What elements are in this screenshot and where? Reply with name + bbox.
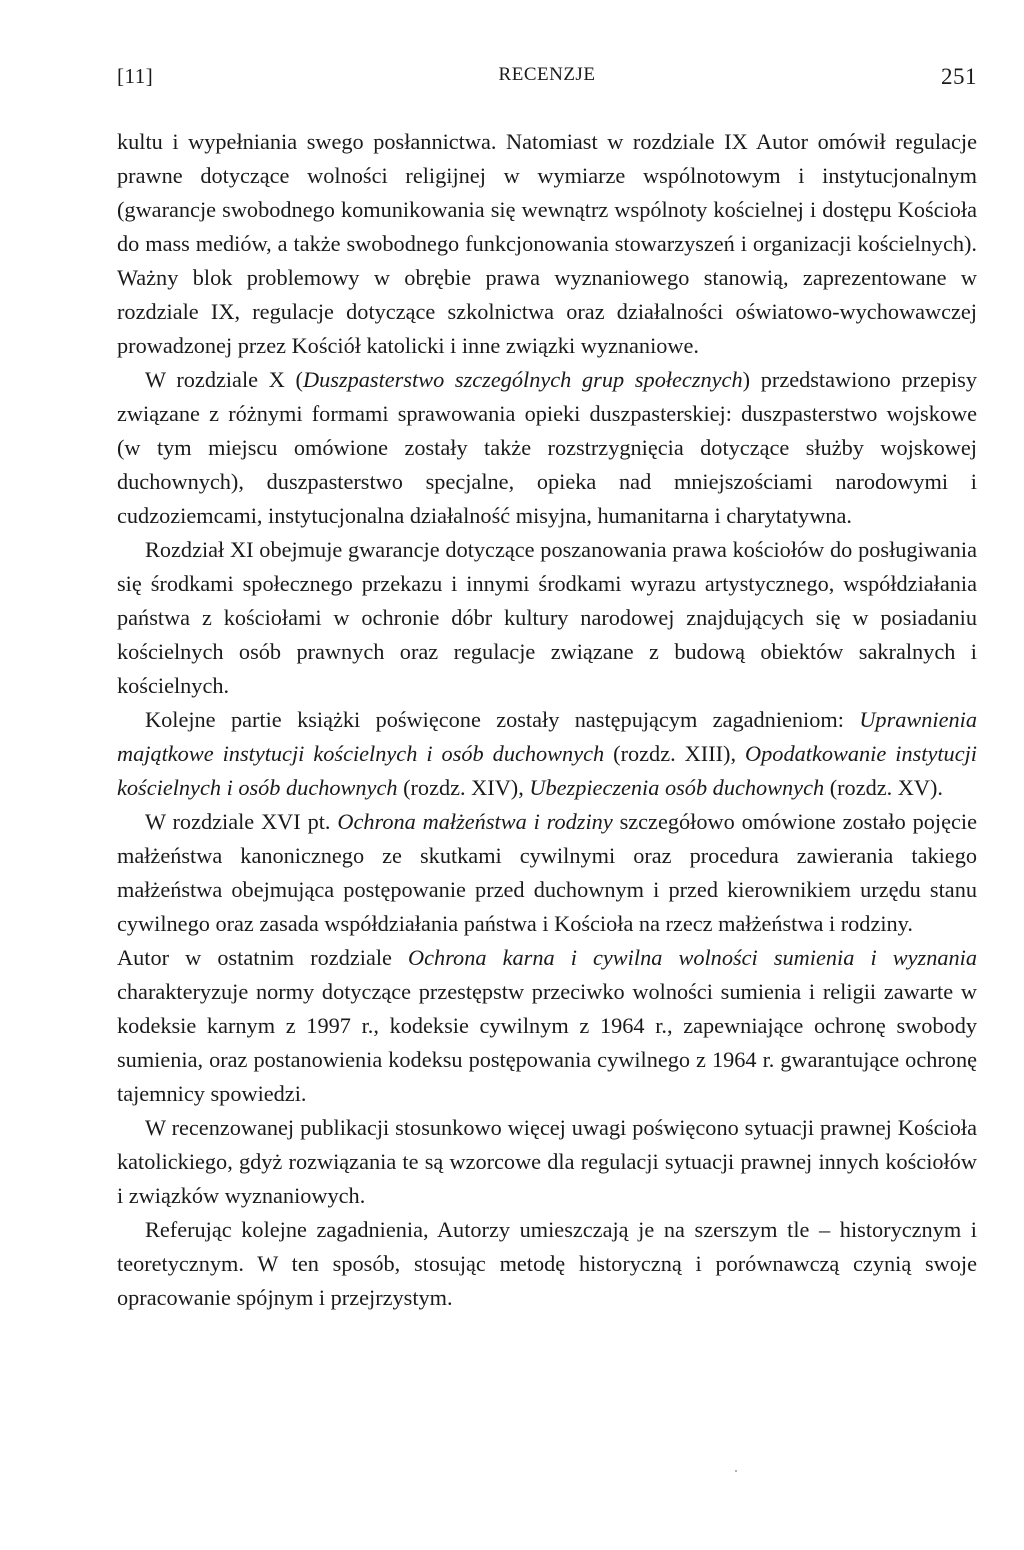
- scan-speck: [735, 1470, 737, 1472]
- italic-title: Uprawnienia majątkowe instytucji kościelnych i osób duchownych: [117, 707, 977, 766]
- journal-section-title: RECENZJE: [498, 64, 596, 85]
- italic-title: Ubezpieczenia osób duchownych: [529, 775, 825, 800]
- text-run: szczegółowo omówione zostało pojęcie małżeństwa kanonicznego ze skutkami cywilnymi oraz procedura zawierania takiego małżeństwa obejmująca postępowanie przed duchownym i przed kierownikiem urzędu stanu cywilnego oraz zasada współdziałania państwa i Kościoła na rzecz małżeństwa i rodziny.: [117, 809, 977, 936]
- running-head: [117, 60, 977, 100]
- text-run: kultu i wypełniania swego posłannictwa. Natomiast w rozdziale IX Autor omówił regulacje prawne dotyczące wolności religijnej w wymiarze wspólnotowym i instytucjonalnym (gwarancje swobodnego komunikowania się wewnątrz wspólnoty kościelnej i dostępu Kościoła do mass mediów, a także swobodnego funkcjonowania stowarzyszeń i organizacji kościelnych). Ważny blok problemowy w obrębie prawa wyznaniowego stanowią, zaprezentowane w rozdziale IX, regulacje dotyczące szkolnictwa oraz działalności oświatowo-wychowawczej prowadzonej przez Kościół katolicki i inne związki wyznaniowe.: [117, 129, 977, 358]
- text-run: ) przedstawiono przepisy związane z różnymi formami sprawowania opieki duszpasterskiej: duszpasterstwo wojskowe (w tym miejscu omówione zostały także rozstrzygnięcia dotyczące służby wojskowej duchownych), duszpasterstwo specjalne, opieka nad mniejszościami narodowymi i cudzoziemcami, instytucjonalna działalność misyjna, humanitarna i charytatywna.: [117, 367, 978, 528]
- text-run: W rozdziale XVI pt.: [145, 809, 338, 834]
- text-run: Rozdział XI obejmuje gwarancje dotyczące poszanowania prawa kościołów do posługiwania się środkami społecznego przekazu i innymi środkami wyrazu artystycznego, współdziałania państwa z kościołami w ochronie dóbr kultury narodowej znajdujących się w posiadaniu kościelnych osób prawnych oraz regulacje związane z budową obiektów sakralnych i kościelnych.: [117, 537, 977, 698]
- section-number: [11]: [117, 64, 154, 88]
- paragraph-2: [117, 363, 977, 533]
- text-run: (rozdz. XV).: [824, 775, 943, 800]
- text-run: (rozdz. XIV),: [397, 775, 530, 800]
- paragraph-3: [117, 533, 977, 703]
- document-page: [117, 60, 977, 1315]
- page-number: 251: [941, 64, 977, 89]
- italic-title: Duszpasterstwo szczególnych grup społecznych: [302, 367, 743, 392]
- paragraph-4: [117, 703, 977, 805]
- text-run: Autor w ostatnim rozdziale: [117, 945, 409, 970]
- body-text: [117, 125, 977, 1315]
- text-run: Referując kolejne zagadnienia, Autorzy umieszczają je na szerszym tle – historycznym i teoretycznym. W ten sposób, stosując metodę historyczną i porównawczą czynią swoje opracowanie spójnym i przejrzystym.: [117, 1217, 977, 1310]
- text-run: charakteryzuje normy dotyczące przestępstw przeciwko wolności sumienia i religii zawarte w kodeksie karnym z 1997 r., kodeksie cywilnym z 1964 r., zapewniające ochronę swobody sumienia, oraz postanowienia kodeksu postępowania cywilnego z 1964 r. gwarantujące ochronę tajemnicy spowiedzi.: [117, 979, 977, 1106]
- paragraph-8: [117, 1213, 977, 1315]
- paragraph-7: [117, 1111, 977, 1213]
- paragraph-5: [117, 805, 977, 941]
- paragraph-6: [117, 941, 977, 1111]
- text-run: W recenzowanej publikacji stosunkowo więcej uwagi poświęcono sytuacji prawnej Kościoła katolickiego, gdyż rozwiązania te są wzorcowe dla regulacji sytuacji prawnej innych kościołów i związków wyznaniowych.: [117, 1115, 977, 1208]
- text-run: (rozdz. XIII),: [604, 741, 746, 766]
- italic-title: Opodatkowanie instytucji kościelnych i osób duchownych: [117, 741, 977, 800]
- text-run: W rozdziale X (: [145, 367, 303, 392]
- text-run: Kolejne partie książki poświęcone zostały następującym zagadnieniom:: [145, 707, 860, 732]
- italic-title: Ochrona karna i cywilna wolności sumienia i wyznania: [408, 945, 978, 970]
- paragraph-1: [117, 125, 977, 363]
- italic-title: Ochrona małżeństwa i rodziny: [337, 809, 613, 834]
